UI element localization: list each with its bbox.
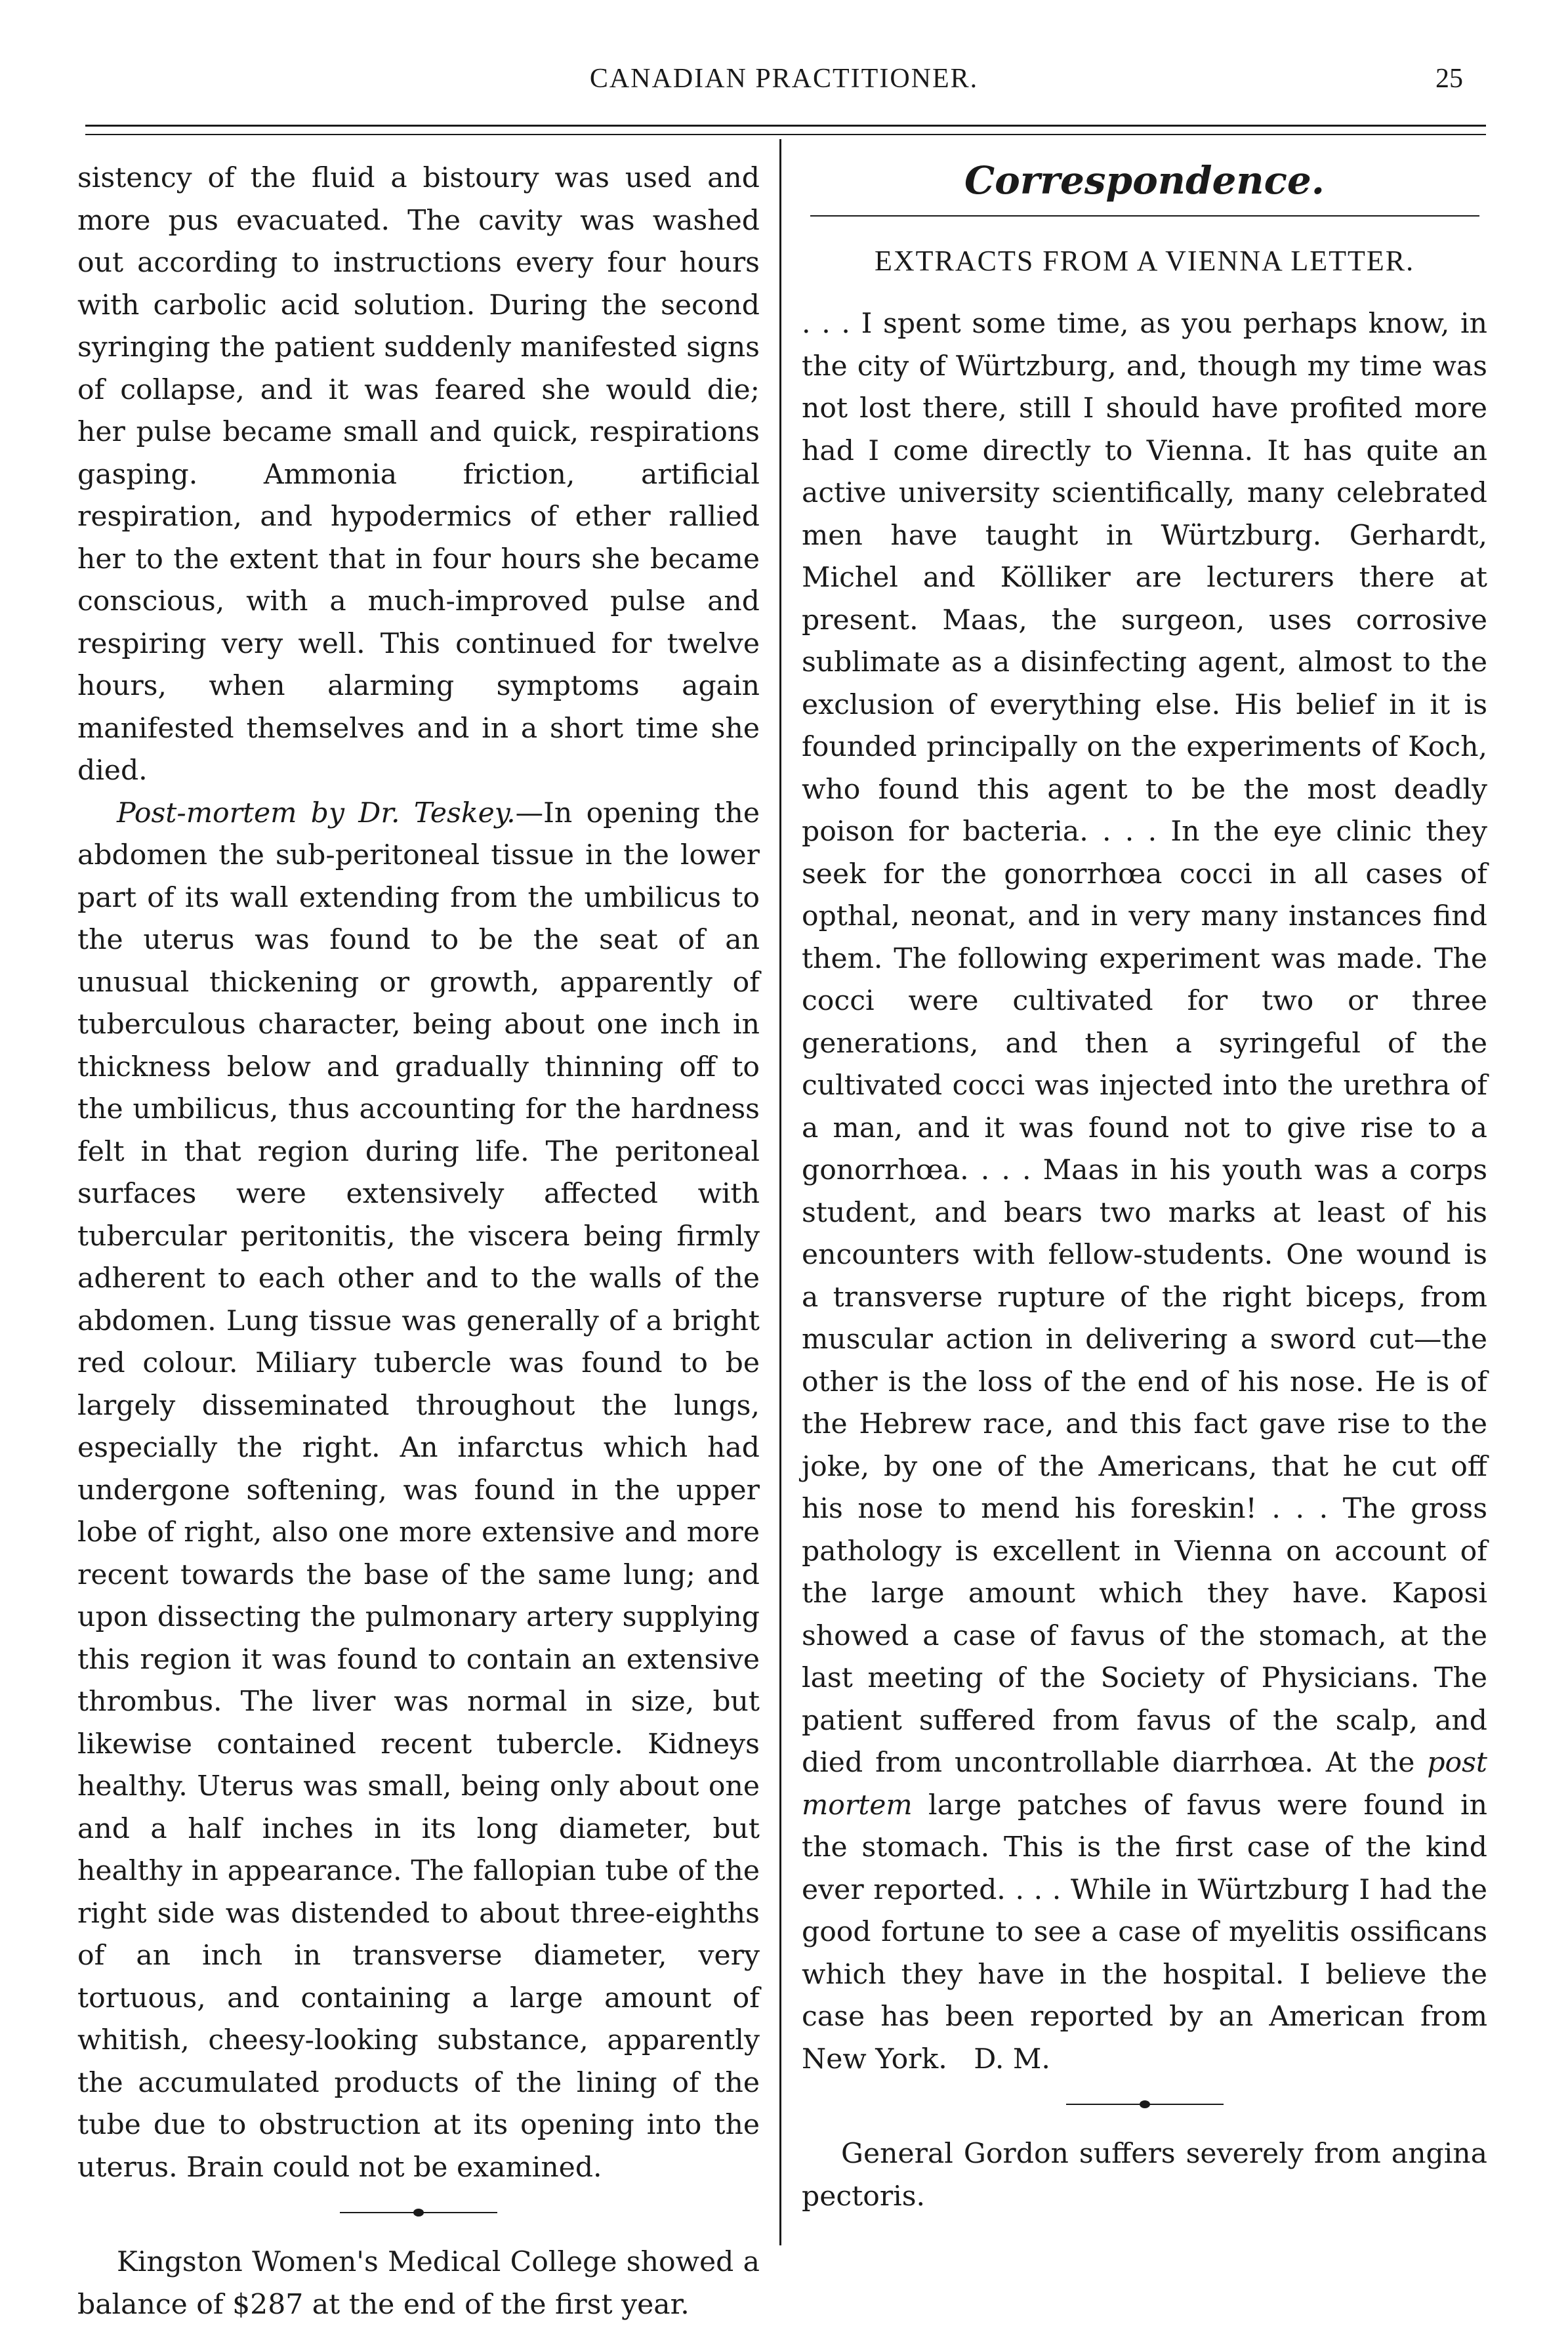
note-general-gordon: General Gordon suffers severely from angina pectoris. — [802, 2138, 1487, 2213]
page-number: 25 — [1435, 64, 1463, 94]
section-title: Correspondence. — [964, 158, 1325, 203]
ornament-divider-left — [340, 2205, 497, 2220]
left-column — [77, 157, 760, 2326]
right-column — [802, 157, 1487, 2218]
post-mortem-body: —In opening the abdomen the sub-peritoneal tissue in the lower part of its wall extending from the umbilicus to the uterus was found to be the seat of an unusual thickening or growth, apparently of tuberculous character, being about one inch in thickness below and gradually thinning off to the umbilicus, thus accounting for the hardness felt in that region during life. The peritoneal surfaces were extensively affected with tubercular peritonitis, the viscera being firmly adherent to each other and to the walls of the abdomen. Lung tissue was generally of a bright red colour. Miliary tubercle was found to be largely disseminated throughout the lungs, especially the right. An infarctus which had undergone softening, was found in the upper lobe of right, also one more extensive and more recent towards the base of the same lung; and upon dissecting the pulmonary artery supplying this region it was found to contain an extensive thrombus. The liver was normal in size, but likewise contained recent tubercle. Kidneys healthy. Uterus was small, being only about one and a half inches in its long diameter, but healthy in appearance. The fallopian tube of the right side was distended to about three-eighths of an inch in transverse diameter, very tortuous, and containing a large amount of whitish, cheesy-looking substance, apparently the accumulated products of the lining of the tube due to obstruction at its opening into the uterus. Brain could not be examined. — [77, 797, 760, 2184]
running-head — [79, 63, 1489, 109]
letter-text-tail: large patches of favus were found in the stomach. This is the first case of the kind ever reported. . . . While in Würtzburg I had the good fortune to see a case of myelitis ossificans which they have in the hospital. I believe the case has been reported by an American from New York. — [802, 1789, 1487, 2075]
ornament-divider-right — [1066, 2096, 1224, 2112]
column-divider — [779, 139, 781, 2245]
letter-text: . . . I spent some time, as you perhaps know, in the city of Würtzburg, and, though my time was not lost there, still I should have profited more had I come directly to Vienna. It has quite an active university scientifically, many celebrated men have taught in Würtzburg. Gerhardt, Michel and Kölliker are lecturers there at present. Maas, the surgeon, uses corrosive sublimate as a disinfecting agent, almost to the exclusion of everything else. His belief in it is founded principally on the experiments of Koch, who found this agent to be the most deadly poison for bacteria. . . . In the eye clinic they seek for the gonorrhœa cocci in all cases of opthal, neonat, and in very many instances find them. The following experiment was made. The cocci were cultivated for two or three generations, and then a syringeful of the cultivated cocci was injected into the urethra of a man, and it was found not to give rise to a gonorrhœa. . . . Maas in his youth was a corps student, and bears two marks at least of his encounters with fellow-students. One wound is a transverse rupture of the right biceps, from muscular action in delivering a sword cut—the other is the loss of the end of his nose. He is of the Hebrew race, and this fact gave rise to the joke, by one of the Americans, that he cut off his nose to mend his foreskin! . . . The gross pathology is excellent in Vienna on account of the large amount which they have. Kaposi showed a case of favus of the stomach, at the last meeting of the Society of Physicians. The patient suffered from favus of the scalp, and died from uncontrollable diarrhœa. At the — [802, 308, 1487, 1779]
article-title: EXTRACTS FROM A VIENNA LETTER. — [874, 245, 1415, 277]
paragraph-post-mortem — [77, 793, 760, 2190]
paragraph-case-continuation: sistency of the fluid a bistoury was used and more pus evacuated. The cavity was washed out according to instructions every four hours with carbolic acid solution. During the second syringing the patient suddenly manifested signs of collapse, and it was feared she would die; her pulse became small and quick, respirations gasping. Ammonia friction, artificial respiration, and hypodermics of ether rallied her to the extent that in four hours she became conscious, with a much-improved pulse and respiring very well. This continued for twelve hours, when alarming symptoms again manifested themselves and in a short time she died. — [77, 162, 760, 787]
header-rule-bottom — [85, 134, 1486, 135]
letter-signature: D. M. — [974, 2043, 1050, 2075]
section-rule — [810, 215, 1479, 217]
letter-body — [802, 303, 1487, 2081]
letter-italic-phrase: post mortem — [802, 1747, 1487, 1822]
post-mortem-lead: Post-mortem by Dr. Teskey. — [117, 797, 516, 829]
note-kingston-college: Kingston Women's Medical College showed a balance of $287 at the end of the first year. — [77, 2246, 760, 2321]
header-rule-top — [85, 125, 1486, 127]
running-title: CANADIAN PRACTITIONER. — [589, 64, 979, 94]
